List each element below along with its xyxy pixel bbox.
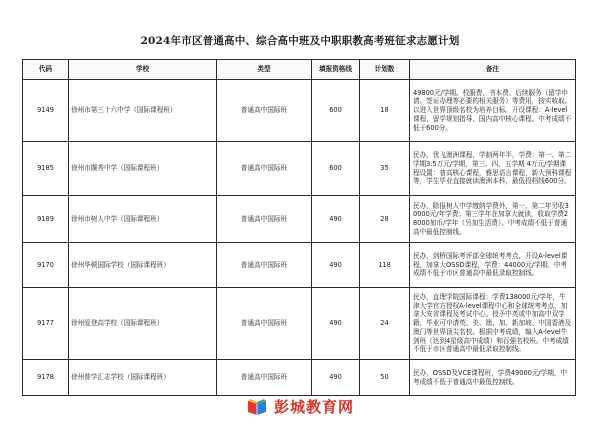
cell-quota: 50: [360, 360, 410, 396]
cell-code: 9149: [23, 80, 69, 142]
cell-quota: 24: [360, 288, 410, 360]
cell-eligibility-line: 490: [312, 360, 360, 396]
site-logo-text: 彭城教育网: [273, 397, 354, 416]
cell-notes: 民办，除报树人中学缴纳学费外，第一、第二年另收30000元/年学费；第三学年在加拿大就读，收取学费28000加币/学年（另加生活费）。中考成绩不低于普通高中最低控制线。: [410, 196, 576, 243]
column-header-eligibility-line: 填报资格线: [312, 60, 360, 80]
cell-notes: 民办，OSSD及VCE课程班，学费49000元/学期，中考成绩不低于普通高中最低控制线。: [410, 360, 576, 396]
table-row: [23, 288, 576, 360]
cell-quota: 18: [360, 80, 410, 142]
cell-notes: 民办，直理学院国际课程：学费138000元/学年，牛津大学官方授权A-level课程中心和全球统考考点，加拿大安省课程及考试中心。授予中英或中加高中双学籍，毕业可申请英、美、澳、加、新加坡、中国香港及澳门等世界顶尖名校。根据中考成绩，编入A-level牛剑班（达到4星级高中成绩）和百强名校班。中考成绩不低于市区普通高中最低录取控制线。: [410, 288, 576, 360]
table-header-row: [23, 60, 576, 80]
cell-eligibility-line: 600: [312, 142, 360, 196]
column-header-notes: 备注: [410, 60, 576, 80]
cell-school: 徐州普学汇志学校（国际课程班）: [69, 360, 217, 396]
cell-eligibility-line: 490: [312, 196, 360, 243]
cell-school: 徐州市树人中学（国际课程班）: [69, 196, 217, 243]
cell-school: 徐州华顿国际学校（国际课程班）: [69, 243, 217, 288]
admission-plan-table: [22, 59, 576, 396]
cell-type: 普通高中国际班: [217, 288, 312, 360]
table-row: [23, 80, 576, 142]
table-row: [23, 243, 576, 288]
cell-school: 徐州市撷秀中学（国际课程班）: [69, 142, 217, 196]
cell-code: 9189: [23, 196, 69, 243]
cell-school: 徐州爱登高学校（国际课程班）: [69, 288, 217, 360]
cell-code: 9178: [23, 360, 69, 396]
cell-eligibility-line: 600: [312, 80, 360, 142]
cell-type: 普通高中国际班: [217, 243, 312, 288]
cell-eligibility-line: 490: [312, 288, 360, 360]
column-header-quota: 计划数: [360, 60, 410, 80]
cell-notes: 民办，优飞澳洲课程，学制两年半，学费：第一、第二学期3.5万元/学期，第三、四、五学期 4万元/学期课程设置：普高核心课程，雅思语言课程，新大预科课程等，学生毕业直接就读澳洲本科，最低投档线600分。: [410, 142, 576, 196]
cell-quota: 35: [360, 142, 410, 196]
cell-notes: 49800元/学期。校服费、书本费、后续服务（留学申请、签证办理等必要的相关服务）等费用，按实收取。以进入世界顶级名校为培养目标。开设课程：A-level课程，留学规划指导，国内高中核心课程。中考成绩不低于600分。: [410, 80, 576, 142]
table-row: [23, 360, 576, 396]
table-row: [23, 142, 576, 196]
cell-eligibility-line: 490: [312, 243, 360, 288]
cell-code: 9177: [23, 288, 69, 360]
table-row: [23, 196, 576, 243]
cell-type: 普通高中国际班: [217, 360, 312, 396]
cell-type: 普通高中国际班: [217, 196, 312, 243]
page-title: 2024年市区普通高中、综合高中班及中职职教高考班征求志愿计划: [140, 35, 460, 47]
cell-type: 普通高中国际班: [217, 142, 312, 196]
cell-type: 普通高中国际班: [217, 80, 312, 142]
column-header-type: 类型: [217, 60, 312, 80]
column-header-school: 学校: [69, 60, 217, 80]
cell-code: 9170: [23, 243, 69, 288]
cell-quota: 118: [360, 243, 410, 288]
book-logo-icon: [246, 395, 268, 417]
cell-notes: 民办，剑桥国际考评部全球统考考点，开设A-level课程，加拿大OSSD课程，学费：44000元/学期。中考成绩不低于市区普通高中最低录取控制线。: [410, 243, 576, 288]
site-logo: [0, 394, 600, 418]
cell-quota: 28: [360, 196, 410, 243]
cell-code: 9185: [23, 142, 69, 196]
cell-school: 徐州市第三十六中学（国际课程班）: [69, 80, 217, 142]
column-header-code: 代码: [23, 60, 69, 80]
